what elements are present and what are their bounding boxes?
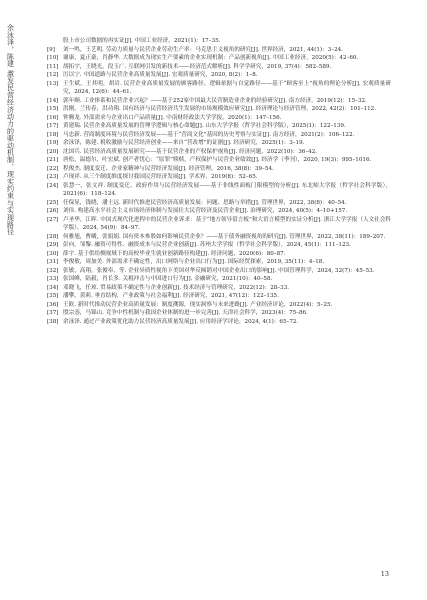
reference-number: [11] [47,63,59,70]
reference-item [47,309,391,318]
reference-item [47,139,391,148]
reference-number: [14] [47,97,59,104]
reference-number: [33] [47,276,59,282]
reference-item [47,199,391,208]
reference-text: 黄建瑞. 民营企业高质量发展的管理学逻辑与核心命题[J]. 山东大学学报（哲学社会科学版），2025(1)：122–139. [63,123,346,129]
reference-item [47,114,391,123]
reference-number: [15] [47,106,59,112]
page-number: 13 [380,569,389,578]
reference-item [47,71,391,80]
reference-number: [22] [47,165,59,172]
reference-text: 潘攀，黄莉. 垂直结构，产业政策与社会福利[J]. 经济研究，2021, 47(12)：122–135. [63,293,279,299]
reference-item [47,80,391,97]
reference-text: 厉以宁. 中国道路与民营企业高质量发展[J]. 宏观质量研究，2020, 8(2)：1–8. [63,72,258,78]
reference-text: 钟腾龙. 外部需求与企业出口产品质量[J]. 中南财经政法大学学报，2020(1)：147–156. [63,114,282,121]
reference-list [47,37,391,326]
reference-number: [36] [47,301,59,308]
reference-item [47,148,391,157]
reference-number: [21] [47,157,59,163]
reference-item [47,275,391,284]
reference-number: [30] [47,250,59,257]
reference-item [47,250,391,259]
reference-item [47,318,391,327]
reference-text: 郭年顺. 工业体系和民营企业兴起？——基于252家中国最大民营制造业企业的经验研究[J]. 南方经济，2019(12)：15–32. [63,97,367,104]
reference-item [47,207,391,216]
reference-text: 沈国兵. 民营经济高质量发展研究——基于民营企业的产权保护视角[J]. 经济问题，2022(10)：36–42. [63,148,318,155]
reference-text: 王欧. 新时代推动民营企业高质量发展：制度溯源，现实洞察与未来进路[J]. 产业经济评论，2022(4)：5–25. [63,301,333,308]
reference-number: [16] [47,114,59,121]
reference-text: 刘一鸣，王艺明. 劳动力质量与民营企业劳动生产率：马克思主义视角的研究[J]. 世界经济，2021, 44(1)：3–24. [63,46,343,53]
reference-item [47,122,391,131]
reference-item [47,233,391,242]
reference-text: 程俊杰. 制度变迁、企业家精神与民营经济发展[J]. 经济管理，2016, 38(8)：39–54. [63,165,274,172]
reference-text: 唐松，温德尔，叶宏斌. 创产者忧心：“原罪”赎赎，产权保护与民营企业绩效[J]. 经济学（季刊），2020, 19(3)：995–1016. [63,157,372,163]
reference-number: [37] [47,310,59,316]
reference-text: 卢圣华，江晖. 中国式现代化进程中的民营企业诉求：基于“地方领导留言板”和大语言模型的实证分析[J]. 浙江大学学报（人文社会科学版），2024, 54(9)：84–97. [63,216,391,231]
reference-item [47,216,391,233]
reference-item [47,54,391,63]
reference-number: [24] [47,182,59,189]
reference-text: 张敏，高翔，张俊奉，等. 企业异质性视角下美国对华反倾销对中国企业出口的影响[J]. 中国管理科学，2024, 32(7)：45–53. [63,267,375,274]
reference-number: [38] [47,318,59,325]
reference-item [47,267,391,276]
running-header [4,24,16,254]
reference-number: [29] [47,242,59,248]
reference-number: [10] [47,55,59,61]
reference-text: 任保显，钱晓，潘士远. 新时代推进民营经济高质量发展：问题、思路与举措[J]. 管理世界，2022, 38(8)：40–54. [63,199,347,206]
reference-number: [27] [47,216,59,223]
reference-text: 王生斌，王其明，胡岩. 民营企业高质量发展的顾客路径、逻辑依据与自觉路径——基于“顾客至上”视角的理论分析[J]. 宏观质量研究，2024, 12(6)：44–61. [63,80,391,95]
reference-text: 马忠新. 营商制度环境与民营经济发展——基于“营商文化”基因的历史考察与实证[J]. 南方经济，2021(2)：106–122. [63,131,355,138]
reference-number: [18] [47,131,59,138]
reference-text: 张国峰，陆毅，肖长多. 关税冲击与中国进口行为[J]. 金融研究，2021(10)：40–58. [63,276,273,282]
reference-text: 洪刚，兰传春，洪功翔. 国有经济与民营经济共生发展的市场规模效应研究[J]. 经济理论与经济管理，2022, 42(2)：101–112. [63,106,377,112]
reference-text: 胡拓宇，王晓光，段玉广. 互联网引发的新技术——经济范式解析[J]. 科学学研究，2019, 37(4)：582–589. [63,63,332,70]
reference-item [47,37,391,46]
reference-text: 余泳泽. 通过产业政策优化助力民营经济高质量发展[J]. 应用经济学评论，2024, 4(1)：65–72. [63,318,299,325]
reference-text: 卢现祥. 从三个制度维度探讨我国民营经济发展[J]. 学术界，2019(8)：52–65. [63,174,258,180]
reference-item [47,165,391,174]
reference-item [47,97,391,106]
reference-number: [32] [47,267,59,274]
reference-text: 余泳泽，陈建. 税收激励与民营经济创业——来自“营改增”的证据[J]. 经济研究，2025(1)：3–19. [63,140,305,146]
reference-text: 薛宇. 基于供给侧视域下的高校毕业生就业创新路径构建[J]. 经济问题，2020(6)：80–87. [63,250,286,257]
reference-item [47,301,391,310]
reference-number: [19] [47,140,59,146]
reference-item [47,105,391,114]
reference-text: 何雅旭，曹曦，张娟娟. 国有资本参股如何影响民营企业？——基于债务融资视角的研究[J]. 管理世界，2022, 38(11)：189–207. [63,233,386,240]
running-header-text: 余泳泽，陈建 激发民营经济动力的驱动机制、现实约束与实现路径 [6,24,15,236]
reference-number: [34] [47,284,59,291]
reference-number: [23] [47,174,59,180]
reference-number: [28] [47,233,59,240]
reference-number: [17] [47,123,59,129]
reference-text: 彭向，邹黎. 融资可得性、融资成本与民营企业创新[J]. 苏州大学学报（哲学社会科学版），2024, 45(1)：111–123. [63,242,351,248]
reference-item [47,131,391,140]
reference-item [47,156,391,165]
reference-number: [35] [47,293,59,299]
reference-text: 谢康，夏正豪，肖静华. 大数据成为现实生产要素的企业实现机制：产品创新视角[J]. 中国工业经济，2020(5)：42–60. [63,55,359,61]
reference-text: 张慧一，张文祥. 制度变迁、政府作用与民营经济发展——基于非线性面板门限模型的分析[J]. 东北师大学报（哲学社会科学版），2021(6)：118–124. [63,182,391,197]
reference-number: [13] [47,80,59,87]
reference-number: [12] [47,72,59,78]
reference-number: [20] [47,148,59,155]
reference-number: [9] [47,46,55,53]
reference-text: 李俊敏，周加美. 外部需求不确定性，出口网络与企业出口行为[J]. 国际经贸探索，2019, 35(11)：4–18. [63,259,325,265]
reference-item [47,292,391,301]
reference-item [47,46,391,55]
reference-item [47,284,391,293]
reference-number: [26] [47,208,59,214]
reference-text: 邓晓飞，任琼. 贸易政策不确定性与企业创新[J]. 技术经济与管理研究，2022(12)：28–33. [63,284,290,291]
reference-item [47,258,391,267]
reference-item [47,241,391,250]
reference-item [47,182,391,199]
reference-number: [31] [47,259,59,265]
reference-number: [25] [47,199,59,206]
reference-item [47,173,391,182]
reference-text: 股上市公司数据的再实证[J]. 中国工业经济，2021(1)：17–35. [63,38,221,44]
reference-item [47,63,391,72]
reference-text: 殷宗悫，马锦山. 竞争中性机制与我国企业体制的进一步完善[J]. 天津社会科学，2023(4)：75–86. [63,310,308,316]
reference-text: 刘伟. 构建高水平社会主义市场经济体制与发展壮大民营经济及民营企业[J]. 治理研究，2024, 40(5)：4–10+157. [63,208,348,214]
